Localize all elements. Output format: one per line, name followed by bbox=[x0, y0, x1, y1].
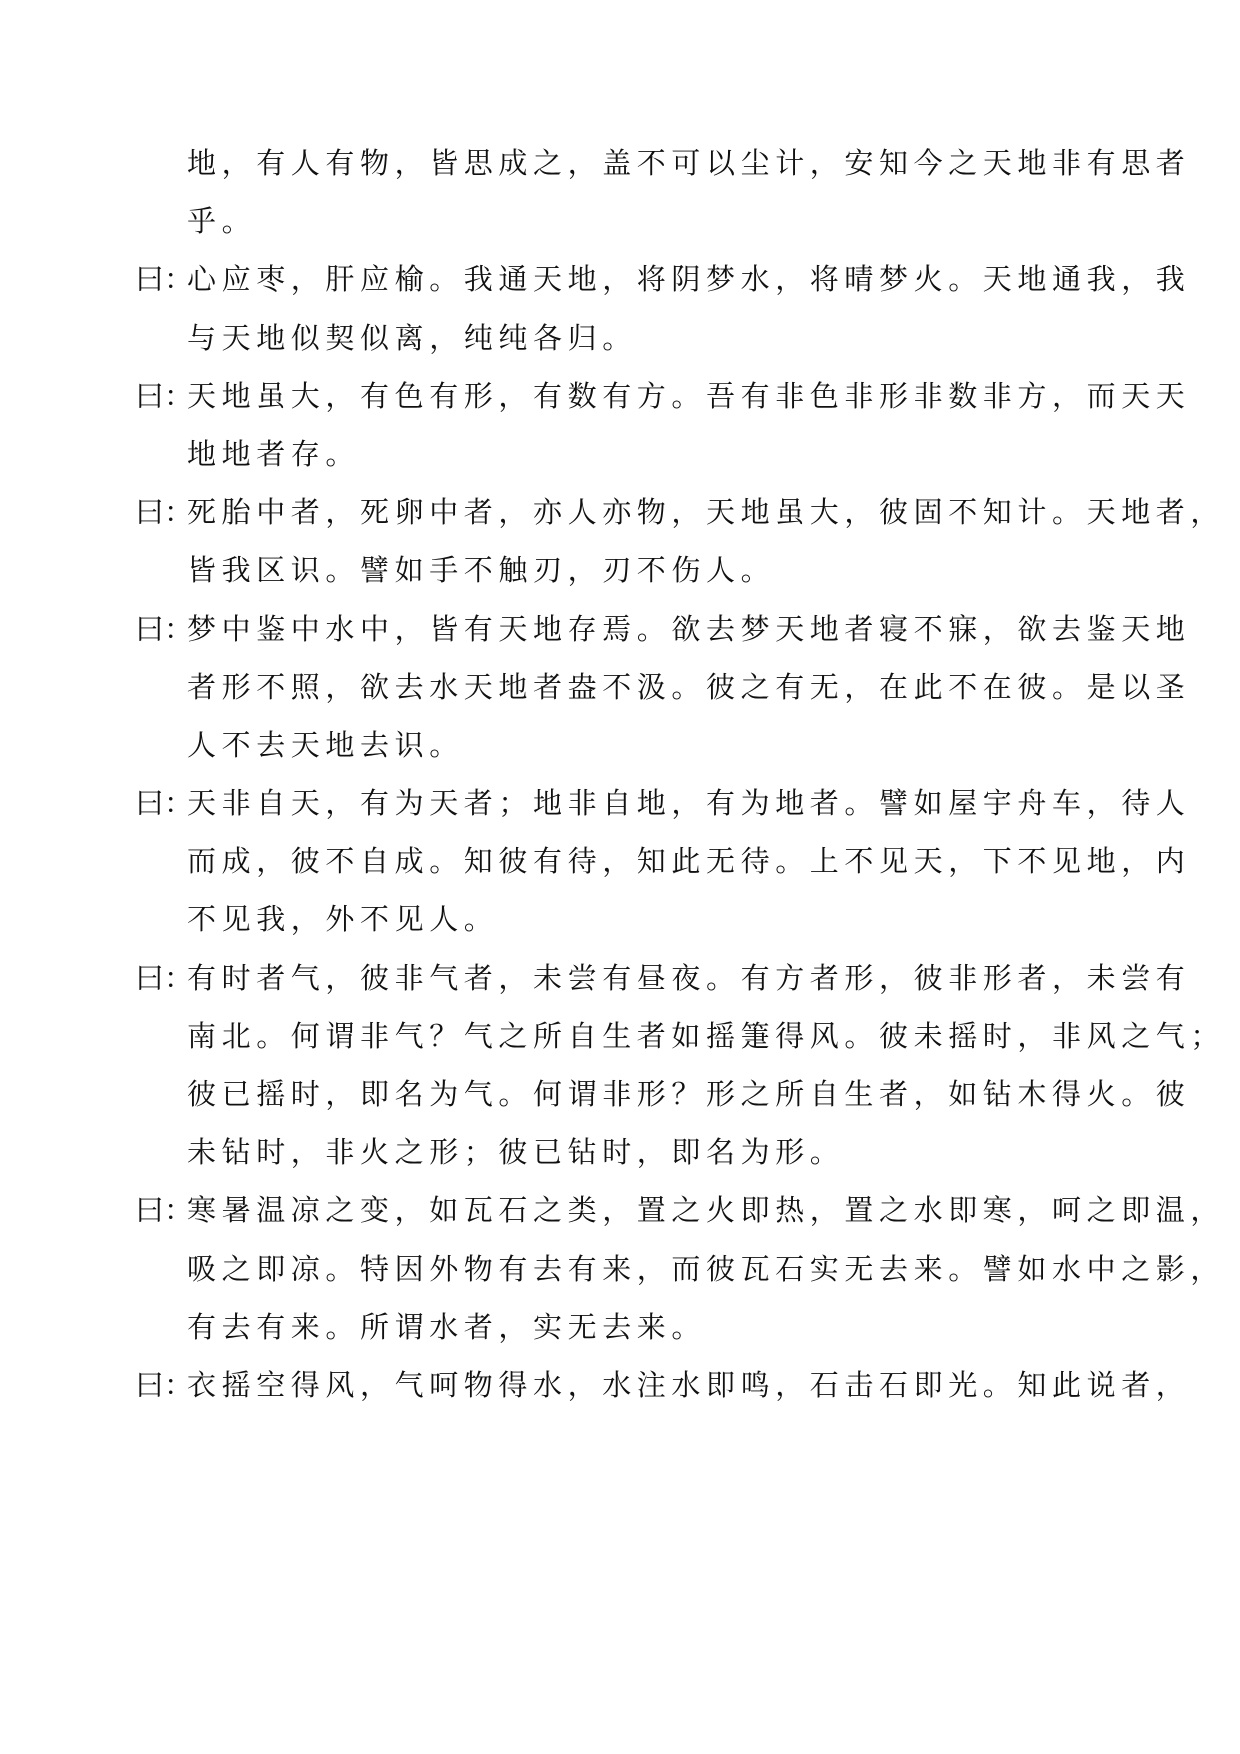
line-text: 心应枣，肝应榆。我通天地，将阴梦水，将晴梦火。天地通我，我 bbox=[187, 262, 1191, 297]
text-line bbox=[0, 1016, 1240, 1074]
text-line bbox=[0, 143, 1240, 201]
paragraph bbox=[0, 609, 1240, 784]
text-line bbox=[0, 492, 1240, 550]
line-text: 死胎中者，死卵中者，亦人亦物，天地虽大，彼固不知计。天地者， bbox=[187, 495, 1226, 530]
line-text: 地，有人有物，皆思成之，盖不可以尘计，安知今之天地非有思者 bbox=[187, 146, 1191, 180]
text-line bbox=[0, 1132, 1240, 1190]
line-text: 有时者气，彼非气者，未尝有昼夜。有方者形，彼非形者，未尝有 bbox=[187, 960, 1191, 995]
line-text: 未钻时，非火之形；彼已钻时，即名为形。 bbox=[187, 1135, 845, 1170]
text-line bbox=[0, 899, 1240, 957]
paragraph-prefix: 曰： bbox=[135, 495, 194, 530]
line-text: 彼已摇时，即名为气。何谓非形？形之所自生者，如钻木得火。彼 bbox=[187, 1077, 1191, 1111]
line-text: 地地者存。 bbox=[187, 436, 361, 471]
paragraph-prefix: 曰： bbox=[135, 786, 194, 821]
text-line bbox=[0, 376, 1240, 434]
text-line bbox=[0, 667, 1240, 725]
line-text: 者形不照，欲去水天地者盎不汲。彼之有无，在此不在彼。是以圣 bbox=[187, 669, 1191, 704]
paragraph bbox=[0, 1190, 1240, 1365]
line-text: 寒暑温凉之变，如瓦石之类，置之火即热，置之水即寒，呵之即温， bbox=[187, 1193, 1226, 1228]
text-line bbox=[0, 783, 1240, 841]
text-line bbox=[0, 725, 1240, 783]
paragraph bbox=[0, 259, 1240, 375]
text-line bbox=[0, 609, 1240, 667]
line-text: 南北。何谓非气？气之所自生者如摇箑得风。彼未摇时，非风之气； bbox=[187, 1018, 1226, 1053]
text-line bbox=[0, 1307, 1240, 1365]
text-line bbox=[0, 318, 1240, 376]
text-line bbox=[0, 1074, 1240, 1132]
line-text: 皆我区识。譬如手不触刃，刃不伤人。 bbox=[187, 553, 776, 588]
line-text: 不见我，外不见人。 bbox=[187, 902, 499, 937]
paragraph bbox=[0, 958, 1240, 1191]
paragraph-prefix: 曰： bbox=[135, 1367, 194, 1402]
paragraph bbox=[0, 492, 1240, 608]
paragraph bbox=[0, 783, 1240, 958]
line-text: 天非自天，有为天者；地非自地，有为地者。譬如屋宇舟车，待人 bbox=[187, 786, 1191, 821]
text-line bbox=[0, 259, 1240, 317]
text-line bbox=[0, 958, 1240, 1016]
line-text: 吸之即凉。特因外物有去有来，而彼瓦石实无去来。譬如水中之影， bbox=[187, 1251, 1226, 1286]
paragraph-prefix: 曰： bbox=[135, 960, 194, 995]
text-line bbox=[0, 1249, 1240, 1307]
line-text: 乎。 bbox=[187, 204, 257, 239]
line-text: 人不去天地去识。 bbox=[187, 727, 464, 762]
paragraph-prefix: 曰： bbox=[135, 1193, 194, 1228]
line-text: 与天地似契似离，纯纯各归。 bbox=[187, 320, 637, 355]
text-line bbox=[0, 1190, 1240, 1248]
line-text: 而成，彼不自成。知彼有待，知此无待。上不见天，下不见地，内 bbox=[187, 844, 1191, 879]
paragraph-prefix: 曰： bbox=[135, 262, 194, 297]
line-text: 有去有来。所谓水者，实无去来。 bbox=[187, 1309, 707, 1344]
text-line bbox=[0, 550, 1240, 608]
paragraph-prefix: 曰： bbox=[135, 611, 194, 646]
paragraph bbox=[0, 143, 1240, 259]
line-text: 梦中鉴中水中，皆有天地存焉。欲去梦天地者寝不寐，欲去鉴天地 bbox=[187, 611, 1191, 646]
paragraph bbox=[0, 1365, 1240, 1423]
text-line bbox=[0, 841, 1240, 899]
text-line bbox=[0, 201, 1240, 259]
text-line bbox=[0, 434, 1240, 492]
line-text: 衣摇空得风，气呵物得水，水注水即鸣，石击石即光。知此说者， bbox=[187, 1367, 1191, 1402]
paragraph bbox=[0, 376, 1240, 492]
paragraph-prefix: 曰： bbox=[135, 378, 194, 413]
line-text: 天地虽大，有色有形，有数有方。吾有非色非形非数非方，而天天 bbox=[187, 378, 1191, 413]
document-page bbox=[0, 143, 1240, 1423]
text-line bbox=[0, 1365, 1240, 1423]
